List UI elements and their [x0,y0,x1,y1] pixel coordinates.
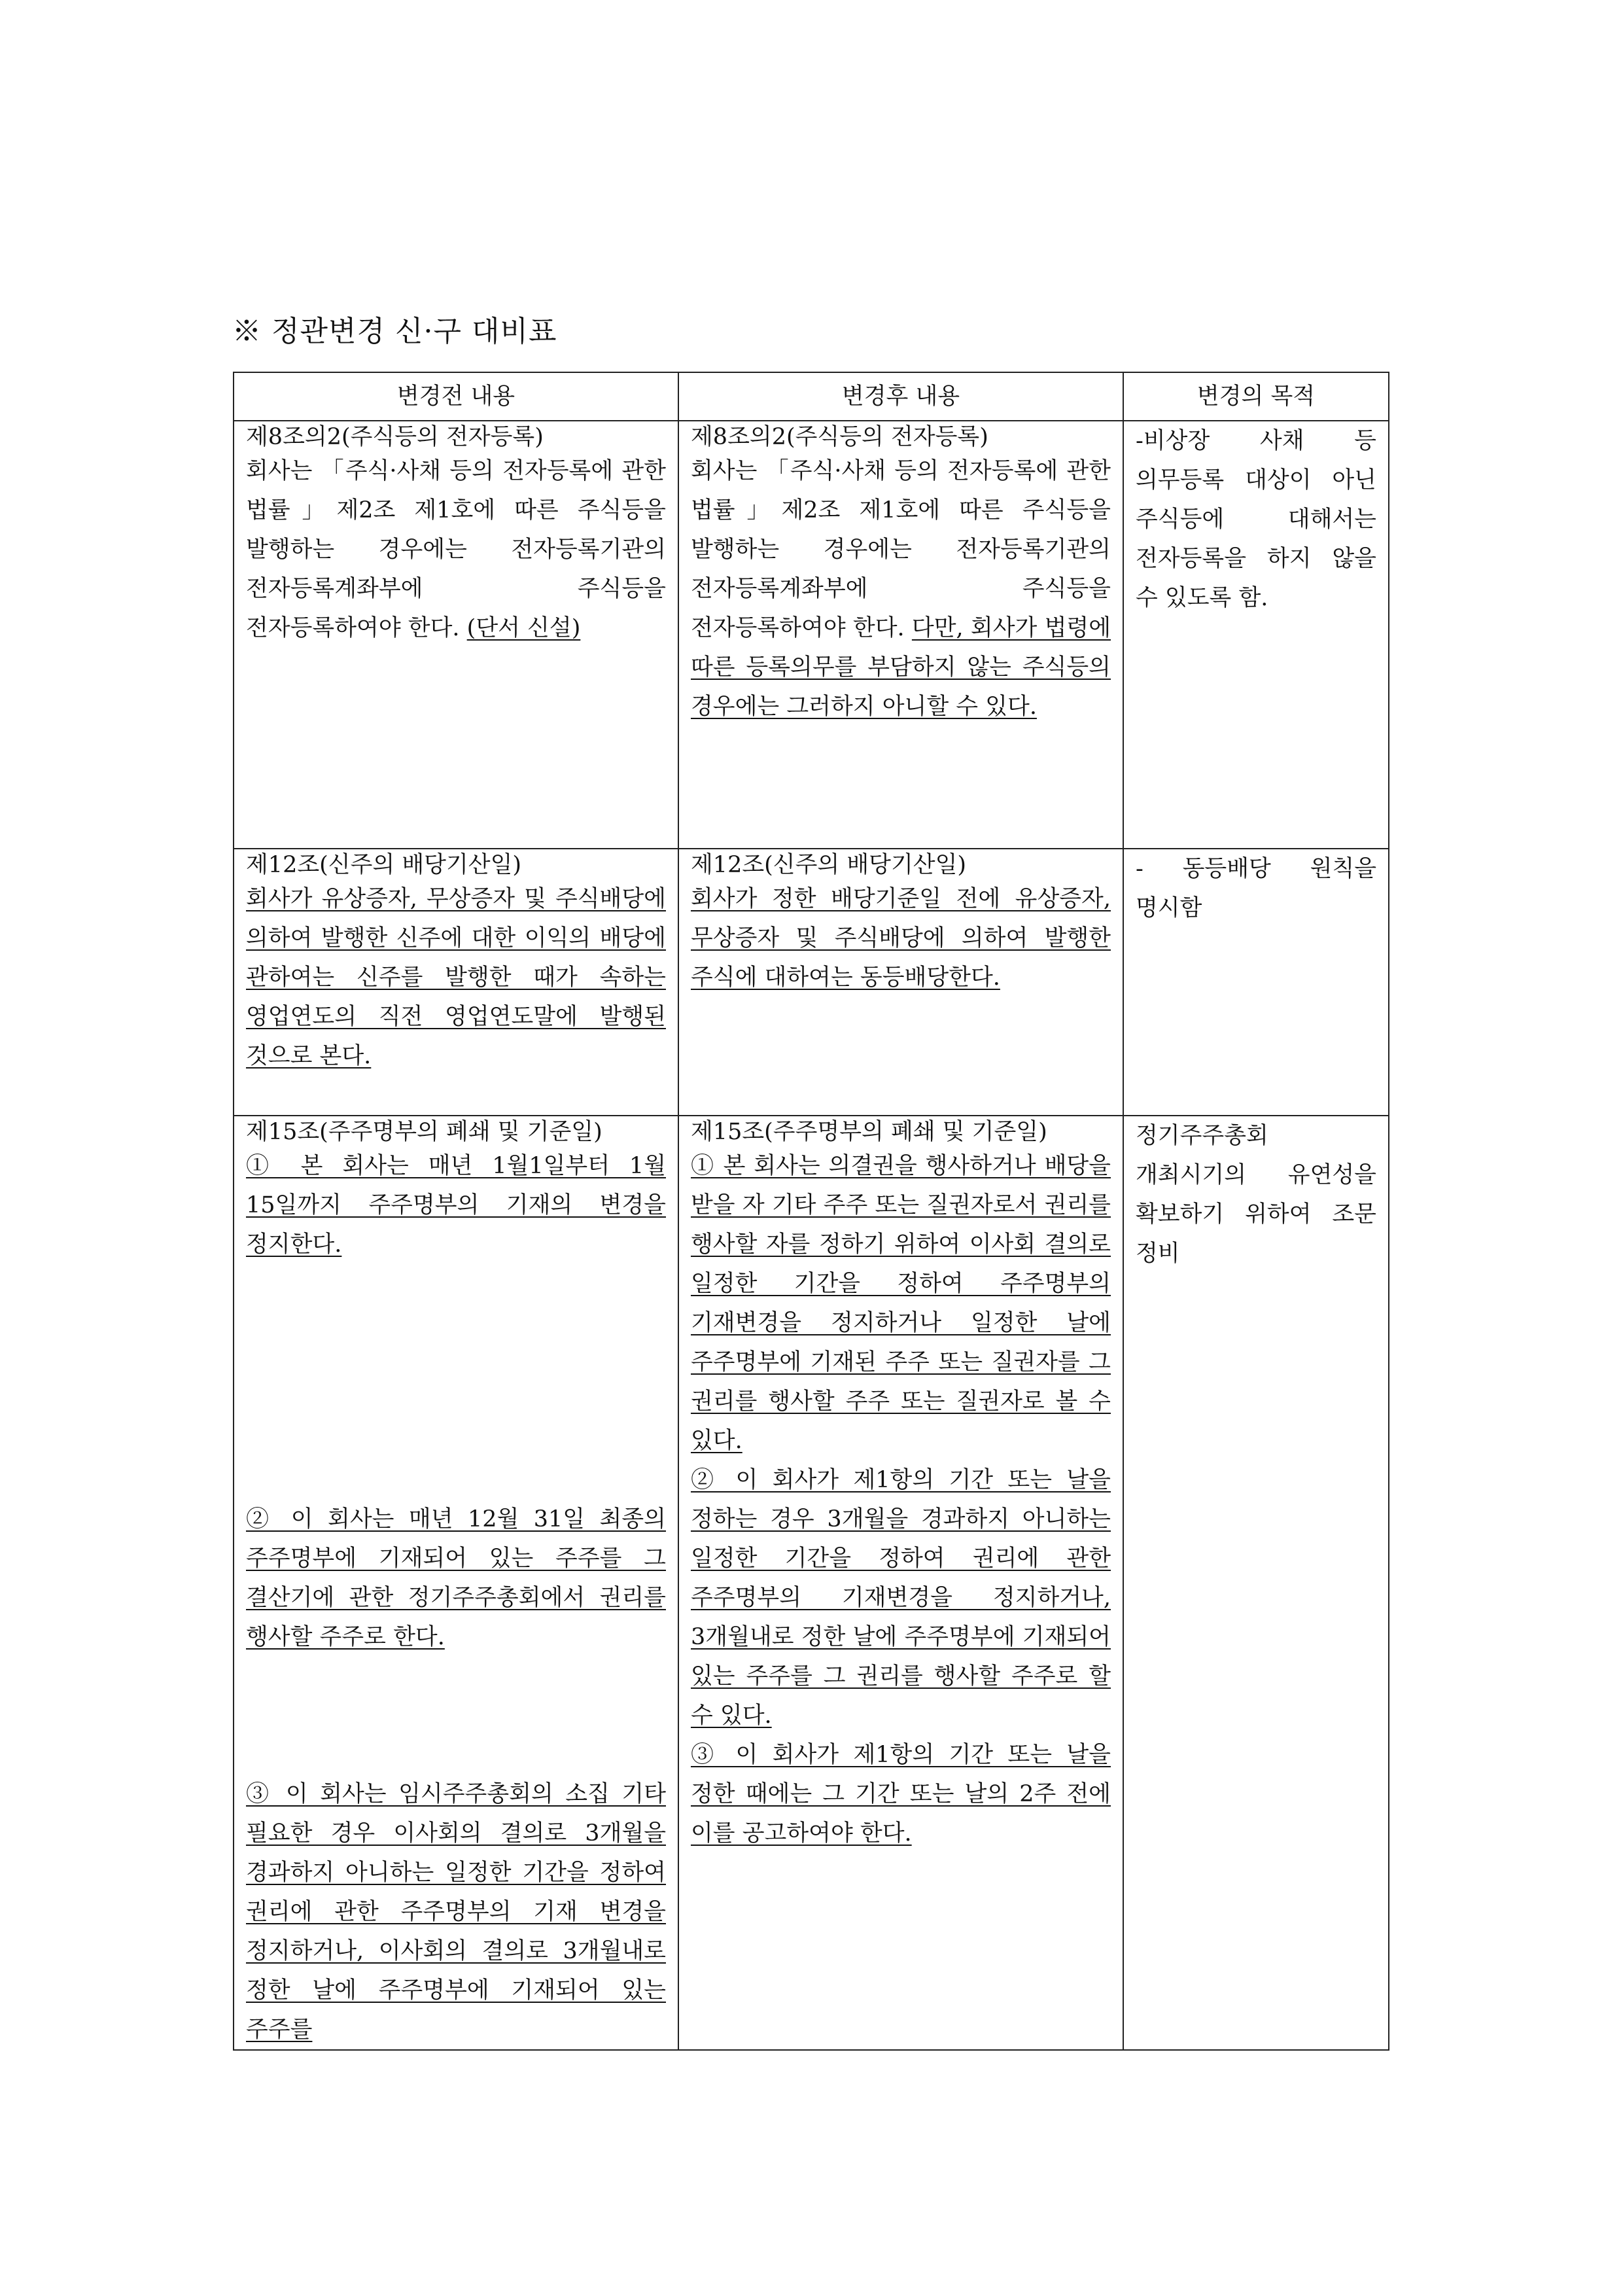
spacer [246,1264,666,1500]
header-after: 변경후 내용 [678,372,1123,421]
article-body: 회사는 「주식·사채 등의 전자등록에 관한 법률」제2조 제1호에 따른 주식등을 발행하는 경우에는 전자등록기관의 전자등록계좌부에 주식등을 전자등록하여야 한다. [246,458,666,641]
paragraph-1: ① 본 회사는 의결권을 행사하거나 배당을 받을 자 기타 주주 또는 질권자로서 권리를 행사할 자를 정하기 위하여 이사회 결의로 일정한 기간을 정하여 주주명부의 기재변경을 정지하거나 일정한 날에 주주명부에 기재된 주주 또는 질권자를 그 권리를 행사할 주주 또는 질권자로 볼 수 있다. [691,1153,1111,1454]
article-text [691,451,1111,726]
article-title: 제12조(신주의 배당기산일) [691,852,967,878]
header-before: 변경전 내용 [234,372,678,421]
paragraph-2: ② 이 회사가 제1항의 기간 또는 날을 정하는 경우 3개월을 경과하지 아니하는 일정한 기간을 정하여 권리에 관한 주주명부의 기재변경을 정지하거나, 3개월내로 정한 날에 주주명부에 기재되어 있는 주주를 그 권리를 행사할 주주로 할 수 있다. [691,1467,1111,1729]
underlined-change: 다만, 회사가 법령에 따른 등록의무를 부담하지 않는 주식등의 경우에는 그러하지 아니할 수 있다. [691,615,1111,720]
article-title: 제12조(신주의 배당기산일) [246,852,522,878]
page-title: ※ 정관변경 신·구 대비표 [232,315,557,348]
paragraph-1: ① 본 회사는 매년 1월1일부터 1월 15일까지 주주명부의 기재의 변경을 정지한다. [246,1153,666,1258]
cell-purpose: -비상장 사채 등 의무등록 대상이 아닌 주식등에 대해서는 전자등록을 하지 않을 수 있도록 함. [1123,421,1389,849]
table-row [234,849,1389,1116]
cell-after [678,421,1123,849]
cell-before [234,421,678,849]
paragraph-2: ② 이 회사는 매년 12월 31일 최종의 주주명부에 기재되어 있는 주주를 그 결산기에 관한 정기주주총회에서 권리를 행사할 주주로 한다. [246,1506,666,1650]
underlined-change: (단서 신설) [466,615,581,641]
article-title: 제8조의2(주식등의 전자등록) [246,424,544,450]
cell-after [678,1116,1123,2050]
cell-after [678,849,1123,1116]
cell-purpose: 정기주주총회 개최시기의 유연성을 확보하기 위하여 조문 정비 [1123,1116,1389,2050]
paragraph-3: ③ 이 회사는 임시주주총회의 소집 기타 필요한 경우 이사회의 결의로 3개월을 경과하지 아니하는 일정한 기간을 정하여 권리에 관한 주주명부의 기재 변경을 정지하거나, 이사회의 결의로 3개월내로 정한 날에 주주명부에 기재되어 있는 주주를 [246,1781,666,2043]
table-row [234,1116,1389,2050]
comparison-table [233,372,1389,2051]
article-title: 제15조(주주명부의 폐쇄 및 기준일) [246,1119,602,1145]
article-title: 제8조의2(주식등의 전자등록) [691,424,988,450]
underlined-change: 회사가 정한 배당기준일 전에 유상증자, 무상증자 및 주식배당에 의하여 발행한 주식에 대하여는 동등배당한다. [691,886,1111,991]
table-header-row [234,372,1389,421]
table-row [234,421,1389,849]
article-text [246,451,666,648]
cell-purpose: - 동등배당 원칙을 명시함 [1123,849,1389,1116]
underlined-change: 회사가 유상증자, 무상증자 및 주식배당에 의하여 발행한 신주에 대한 이익의 배당에 관하여는 신주를 발행한 때가 속하는 영업연도의 직전 영업연도말에 발행된 것으로 본다. [246,886,666,1069]
article-title: 제15조(주주명부의 폐쇄 및 기준일) [691,1119,1047,1145]
paragraph-3: ③ 이 회사가 제1항의 기간 또는 날을 정한 때에는 그 기간 또는 날의 2주 전에 이를 공고하여야 한다. [691,1742,1111,1846]
spacer [246,1657,666,1775]
cell-before [234,1116,678,2050]
cell-before [234,849,678,1116]
header-purpose: 변경의 목적 [1123,372,1389,421]
article-body: 회사는 「주식·사채 등의 전자등록에 관한 법률」제2조 제1호에 따른 주식등을 발행하는 경우에는 전자등록기관의 전자등록계좌부에 주식등을 전자등록하여야 한다. [691,458,1111,641]
